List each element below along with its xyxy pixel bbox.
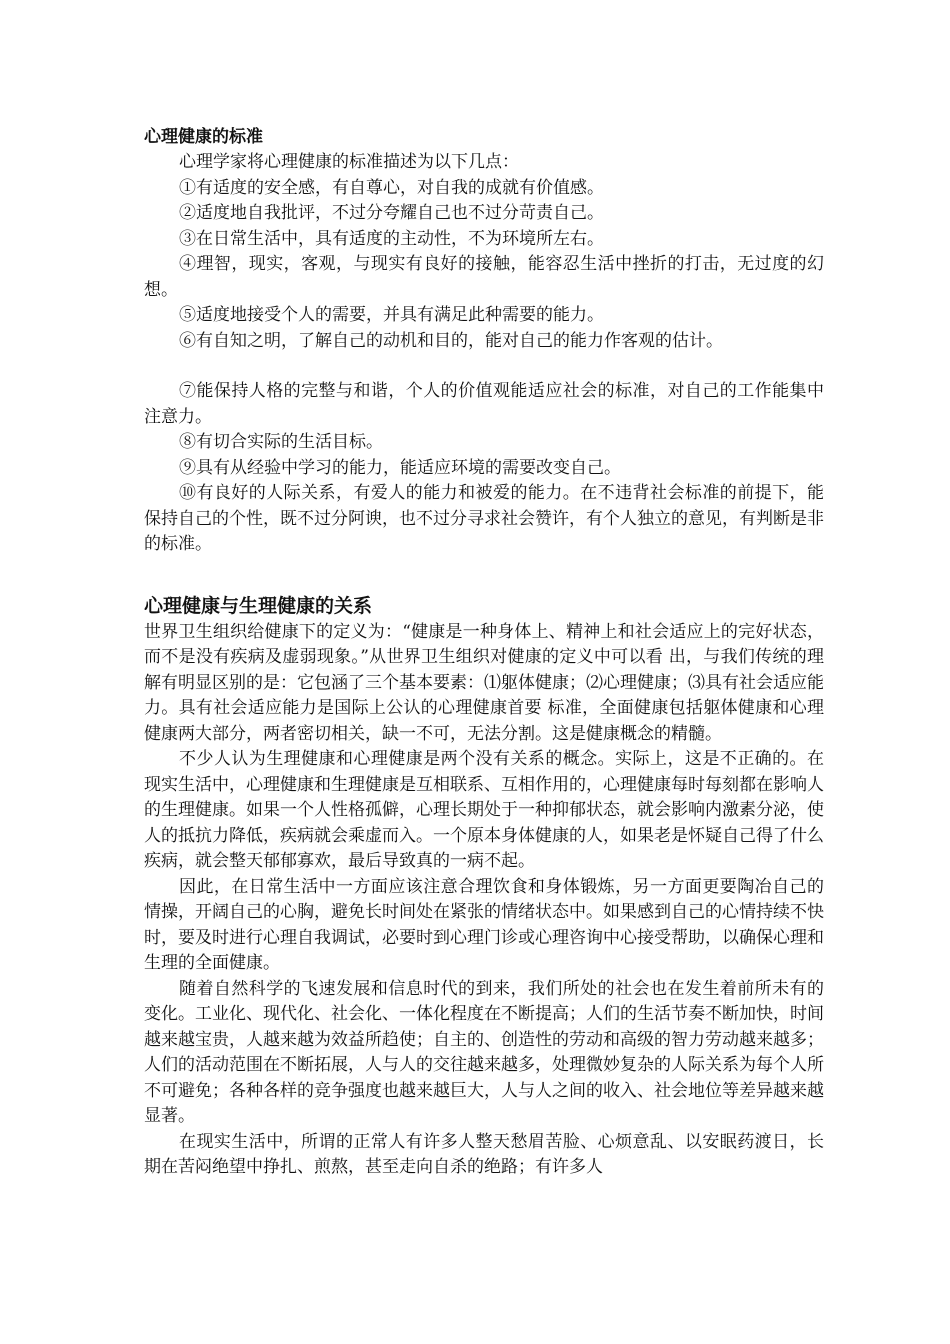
standard-item-7: ⑦能保持人格的完整与和谐，个人的价值观能适应社会的标准，对自己的工作能集中注意力。 bbox=[144, 381, 824, 427]
standard-item-6: ⑥有自知之明，了解自己的动机和目的，能对自己的能力作客观的估计。 bbox=[179, 330, 723, 351]
standard-item-10: ⑩有良好的人际关系，有爱人的能力和被爱的能力。在不违背社会标准的前提下，能保持自己的个性，既不过分阿谀，也不过分寻求社会赞许，有个人独立的意见，有判断是非的标准。 bbox=[144, 483, 824, 554]
standard-item-5: ⑤适度地接受个人的需要，并具有满足此种需要的能力。 bbox=[179, 305, 604, 325]
standard-item-8: ⑧有切合实际的生活目标。 bbox=[179, 432, 383, 452]
paragraph-who-definition: 世界卫生组织给健康下的定义为：“健康是一种身体上、精神上和社会适应上的完好状态，而不是没有疾病及虚弱现象。”从世界卫生组织对健康的定义中可以看 出，与我们传统的理解有明显区别的是：它包涵了三个基本要素：⑴躯体健康；⑵心理健康；⑶具有社会适应能力。具有社会适应能力是国际上公认的心理健康首要 标准，全面健康包括躯体健康和心理健康两大部分，两者密切相关，缺一不可，无法分割。这是健康概念的精髓。 bbox=[144, 621, 824, 744]
paragraph-social-change: 随着自然科学的飞速发展和信息时代的到来，我们所处的社会也在发生着前所未有的变化。工业化、现代化、社会化、一体化程度在不断提高；人们的生活节奏不断加快，时间越来越宝贵，人越来越为效益所趋使；自主的、创造性的劳动和高级的智力劳动越来越多；人们的活动范围在不断拓展，人与人的交往越来越多，处理微妙复杂的人际关系为每个人所不可避免；各种各样的竞争强度也越来越巨大，人与人之间的收入、社会地位等差异越来越显著。 bbox=[144, 978, 824, 1126]
blank-line bbox=[144, 354, 824, 379]
document-page bbox=[144, 124, 824, 1181]
standard-item-1: ①有适度的安全感，有自尊心，对自我的成就有价值感。 bbox=[179, 177, 604, 198]
paragraph-daily-life: 因此，在日常生活中一方面应该注意合理饮食和身体锻炼，另一方面更要陶冶自己的情操，开阔自己的心胸，避免长时间处在紧张的情绪状态中。如果感到自己的心情持续不快时，要及时进行心理自我调试，必要时到心理门诊或心理咨询中心接受帮助，以确保心理和生理的全面健康。 bbox=[144, 876, 824, 973]
paragraph-interrelation: 不少人认为生理健康和心理健康是两个没有关系的概念。实际上，这是不正确的。在现实生活中，心理健康和生理健康是互相联系、互相作用的，心理健康每时每刻都在影响人的生理健康。如果一个人性格孤僻，心理长期处于一种抑郁状态，就会影响内激素分泌，使人的抵抗力降低，疾病就会乘虚而入。一个原本身体健康的人，如果老是怀疑自己得了什么疾病，就会整天郁郁寡欢，最后导致真的一病不起。 bbox=[144, 749, 824, 871]
section-title-standards: 心理健康的标准 bbox=[144, 127, 263, 147]
paragraph-real-life: 在现实生活中，所谓的正常人有许多人整天愁眉苦脸、心烦意乱、以安眠药渡日，长期在苦闷绝望中挣扎、煎熬，甚至走向自杀的绝路；有许多人 bbox=[144, 1131, 824, 1177]
section-title-relationship: 心理健康与生理健康的关系 bbox=[144, 594, 373, 617]
standard-item-4: ④理智，现实，客观，与现实有良好的接触，能容忍生活中挫折的打击，无过度的幻想。 bbox=[144, 254, 824, 300]
standards-intro: 心理学家将心理健康的标准描述为以下几点： bbox=[179, 152, 519, 172]
standard-item-9: ⑨具有从经验中学习的能力，能适应环境的需要改变自己。 bbox=[179, 457, 621, 478]
standard-item-2: ②适度地自我批评，不过分夸耀自己也不过分苛责自己。 bbox=[179, 203, 604, 223]
standard-item-3: ③在日常生活中，具有适度的主动性，不为环境所左右。 bbox=[179, 228, 604, 249]
